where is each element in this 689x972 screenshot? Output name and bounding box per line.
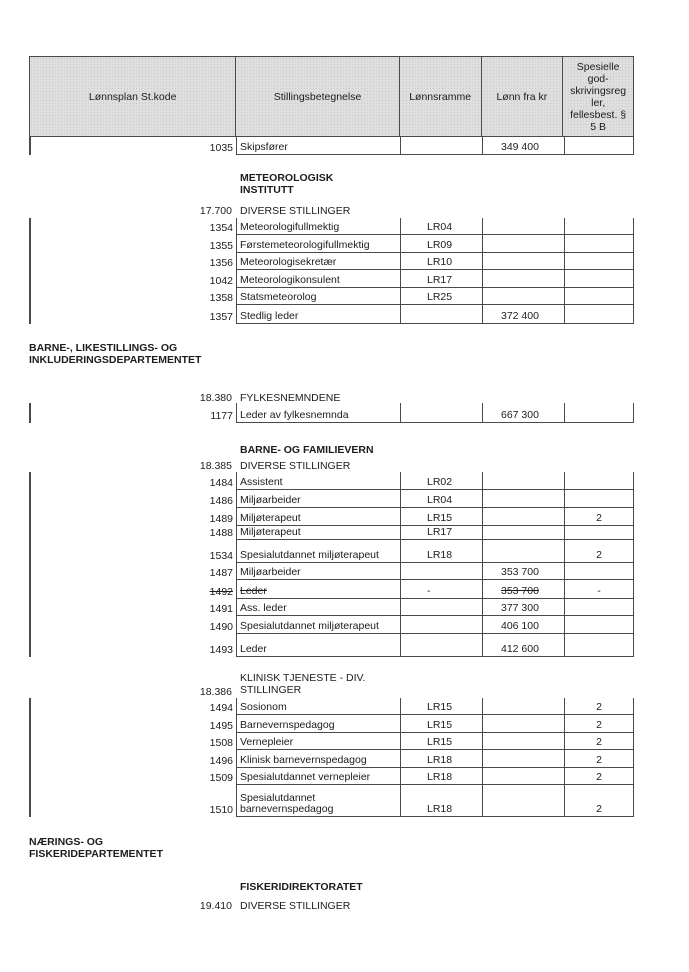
- table-row: [29, 270, 634, 288]
- cell-ramme: LR04: [400, 218, 482, 235]
- section-heading-barnevern: BARNE- OG FAMILIEVERN: [240, 444, 374, 456]
- cell-code: 1493: [209, 644, 233, 656]
- cell-lonn: 412 600: [482, 634, 564, 657]
- cell-ramme: -: [400, 580, 482, 599]
- col-header-lonn: Lønn fra kr: [482, 57, 564, 136]
- cell-lonn: [482, 218, 564, 235]
- cell-ramme: LR15: [400, 508, 482, 526]
- table-row: [29, 472, 634, 490]
- cell-ramme: LR18: [400, 540, 482, 563]
- col-header-code: Lønnsplan St.kode: [30, 57, 236, 136]
- table-row: [29, 563, 634, 580]
- table-row: [29, 218, 634, 235]
- cell-title: Statsmeteorolog: [236, 288, 400, 305]
- cell-spes: [564, 634, 634, 657]
- cell-code: 1486: [209, 495, 233, 507]
- section-heading-met: METEOROLOGISK INSTITUTT: [240, 172, 334, 196]
- table-row: [29, 698, 634, 715]
- cell-ramme: LR17: [400, 526, 482, 540]
- cell-spes: [564, 599, 634, 616]
- cell-title: Spesialutdannet miljøterapeut: [236, 616, 400, 634]
- cell-lonn: [482, 270, 564, 288]
- cell-spes: 2: [564, 768, 634, 785]
- cell-spes: -: [564, 580, 634, 599]
- table-row: [29, 288, 634, 305]
- table-header: [29, 56, 634, 137]
- table-row: [29, 305, 634, 324]
- cell-lonn: [482, 490, 564, 508]
- table-row: [29, 235, 634, 253]
- table-row: [29, 508, 634, 526]
- cell-title: Miljøterapeut: [236, 526, 400, 540]
- cell-ramme: [400, 305, 482, 324]
- table-row: [29, 580, 634, 599]
- cell-ramme: [400, 616, 482, 634]
- cell-lonn: [482, 785, 564, 817]
- cell-ramme: [400, 634, 482, 657]
- cell-title: Miljøarbeider: [236, 563, 400, 580]
- cell-title: Stedlig leder: [236, 305, 400, 324]
- cell-lonn: 377 300: [482, 599, 564, 616]
- cell-code: 1357: [209, 311, 233, 323]
- plan-code: 18.385: [199, 460, 232, 472]
- cell-code: 1042: [209, 275, 233, 287]
- cell-lonn: 353 700: [482, 580, 564, 599]
- cell-ramme: LR18: [400, 785, 482, 817]
- cell-lonn: 406 100: [482, 616, 564, 634]
- cell-ramme: LR25: [400, 288, 482, 305]
- cell-title: Leder: [236, 580, 400, 599]
- cell-lonn: [482, 698, 564, 715]
- cell-title: Leder av fylkesnemnda: [236, 403, 400, 423]
- cell-title: Meteorologisekretær: [236, 253, 400, 270]
- col-header-title: Stillingsbetegnelse: [236, 57, 399, 136]
- cell-code: 1496: [209, 755, 233, 767]
- cell-ramme: LR17: [400, 270, 482, 288]
- cell-ramme: LR04: [400, 490, 482, 508]
- cell-ramme: LR15: [400, 715, 482, 733]
- cell-spes: 2: [564, 733, 634, 750]
- cell-lonn: [482, 526, 564, 540]
- table-row: [29, 634, 634, 657]
- cell-spes: [564, 526, 634, 540]
- table-row: [29, 490, 634, 508]
- table-row: 1035 Skipsfører 349 400: [29, 136, 634, 155]
- cell-lonn: [482, 253, 564, 270]
- table-row: [29, 599, 634, 616]
- cell-ramme: [400, 599, 482, 616]
- cell-code: 1491: [209, 603, 233, 615]
- cell-lonn: 667 300: [482, 403, 564, 423]
- table-row: [29, 540, 634, 563]
- department-heading: BARNE-, LIKESTILLINGS- OG INKLUDERINGSDEPARTEMENTET: [29, 342, 202, 366]
- plan-code: 19.410: [199, 900, 232, 912]
- table-row: [29, 403, 634, 423]
- cell-title: Vernepleier: [236, 733, 400, 750]
- cell-lonn: [482, 768, 564, 785]
- cell-lonn: [482, 733, 564, 750]
- cell-code: 1355: [209, 240, 233, 252]
- cell-title: Spesialutdannet miljøterapeut: [236, 540, 400, 563]
- cell-spes: 2: [564, 750, 634, 768]
- plan-code: 18.380: [199, 392, 232, 404]
- cell-spes: [564, 616, 634, 634]
- cell-ramme: LR18: [400, 750, 482, 768]
- cell-code: 1488: [209, 527, 233, 539]
- cell-code: 1510: [209, 804, 233, 816]
- cell-code: 1489: [209, 513, 233, 525]
- table-row: [29, 715, 634, 733]
- cell-ramme: LR09: [400, 235, 482, 253]
- cell-spes: [564, 490, 634, 508]
- table-row: [29, 526, 634, 540]
- cell-title: Førstemeteorologifullmektig: [236, 235, 400, 253]
- cell-title: Spesialutdannet vernepleier: [236, 768, 400, 785]
- cell-code: 1358: [209, 292, 233, 304]
- cell-code: 1492: [209, 586, 233, 598]
- cell-title: Klinisk barnevernspedagog: [236, 750, 400, 768]
- col-header-spes: Spesielle god- skrivingsreg ler, fellesbest. § 5 B: [570, 60, 627, 133]
- plan-name: FYLKESNEMNDENE: [240, 392, 341, 404]
- cell-code: 1356: [209, 257, 233, 269]
- cell-code: 1494: [209, 702, 233, 714]
- cell-spes: 2: [564, 540, 634, 563]
- plan-name: DIVERSE STILLINGER: [240, 900, 351, 912]
- plan-name: DIVERSE STILLINGER: [240, 460, 351, 472]
- cell-spes: 2: [564, 698, 634, 715]
- cell-code: 1534: [209, 550, 233, 562]
- plan-code: 17.700: [199, 205, 232, 217]
- cell-title: Ass. leder: [236, 599, 400, 616]
- cell-ramme: [400, 563, 482, 580]
- cell-spes: 2: [564, 508, 634, 526]
- department-heading: NÆRINGS- OG FISKERIDEPARTEMENTET: [29, 836, 163, 860]
- cell-spes: [564, 218, 634, 235]
- cell-spes: 2: [564, 785, 634, 817]
- cell-title: Spesialutdannet barnevernspedagog: [236, 785, 400, 817]
- cell-ramme: LR15: [400, 698, 482, 715]
- cell-spes: [564, 288, 634, 305]
- cell-spes: [564, 305, 634, 324]
- cell-code: 1177: [210, 410, 233, 422]
- cell-code: 1508: [209, 737, 233, 749]
- table-row: [29, 750, 634, 768]
- cell-spes: [564, 403, 634, 423]
- cell-title: Meteorologikonsulent: [236, 270, 400, 288]
- cell-lonn: [482, 715, 564, 733]
- table-row: [29, 616, 634, 634]
- cell-spes: [564, 235, 634, 253]
- section-heading-klinisk: KLINISK TJENESTE - DIV. STILLINGER: [240, 672, 366, 696]
- cell-ramme: LR02: [400, 472, 482, 490]
- section-heading-fiskeri: FISKERIDIREKTORATET: [240, 881, 363, 893]
- cell-lonn: [482, 235, 564, 253]
- col-header-ramme: Lønnsramme: [400, 57, 482, 136]
- cell-ramme: [400, 403, 482, 423]
- cell-spes: [564, 563, 634, 580]
- cell-lonn: [482, 508, 564, 526]
- cell-code: 1490: [209, 621, 233, 633]
- table-row: [29, 785, 634, 817]
- cell-title: Meteorologifullmektig: [236, 218, 400, 235]
- cell-code: 1495: [209, 720, 233, 732]
- cell-spes: 2: [564, 715, 634, 733]
- cell-ramme: LR10: [400, 253, 482, 270]
- cell-code: 1354: [209, 222, 233, 234]
- cell-lonn: [482, 540, 564, 563]
- cell-spes: [564, 270, 634, 288]
- cell-title: Assistent: [236, 472, 400, 490]
- cell-lonn: 372 400: [482, 305, 564, 324]
- cell-title: Leder: [236, 634, 400, 657]
- cell-code: 1509: [209, 772, 233, 784]
- cell-code: 1484: [209, 477, 233, 489]
- cell-spes: [564, 253, 634, 270]
- plan-code: 18.386: [199, 686, 232, 698]
- table-row: [29, 733, 634, 750]
- cell-lonn: [482, 288, 564, 305]
- cell-lonn: 353 700: [482, 563, 564, 580]
- cell-lonn: [482, 472, 564, 490]
- cell-lonn: [482, 750, 564, 768]
- cell-title: Miljøterapeut: [236, 508, 400, 526]
- table-row: [29, 768, 634, 785]
- cell-ramme: LR18: [400, 768, 482, 785]
- cell-title: Miljøarbeider: [236, 490, 400, 508]
- cell-title: Sosionom: [236, 698, 400, 715]
- plan-name: DIVERSE STILLINGER: [240, 205, 351, 217]
- table-row: [29, 253, 634, 270]
- cell-ramme: LR15: [400, 733, 482, 750]
- cell-title: Barnevernspedagog: [236, 715, 400, 733]
- cell-code: 1487: [209, 567, 233, 579]
- cell-spes: [564, 472, 634, 490]
